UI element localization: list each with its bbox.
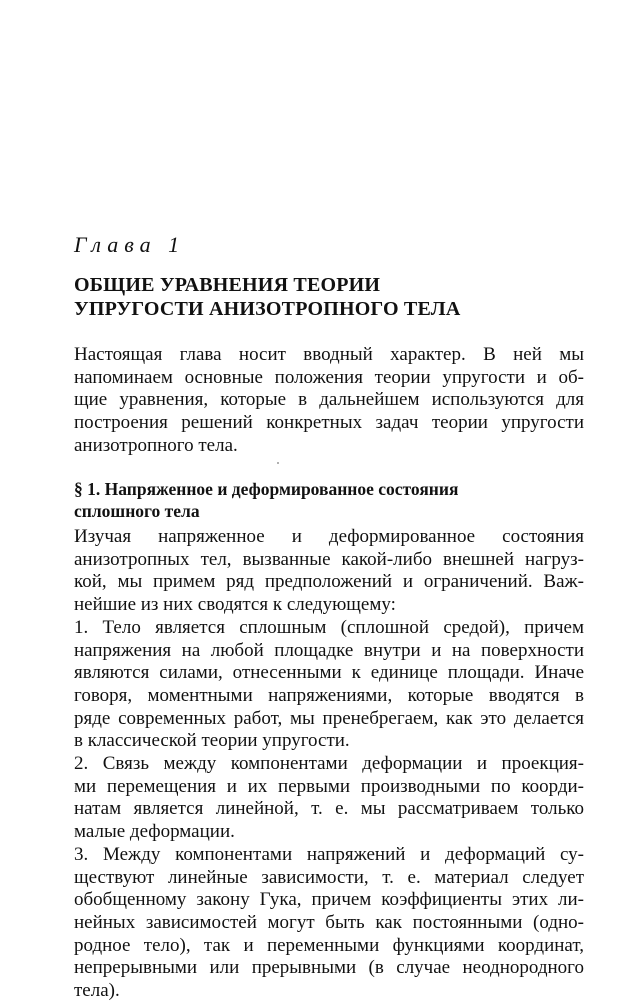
text-line: ществуют линейные зависимости, т. е. материал следует (74, 866, 584, 888)
text-line: ми перемещения и их первыми производными по коорди- (74, 775, 584, 797)
text-line: говоря, моментными напряжениями, которые вводятся в (74, 685, 584, 707)
text-line: 3. Между компонентами напряжений и деформаций су- (74, 844, 584, 865)
speck (277, 462, 279, 464)
text-line: построения решений конкретных задач теории упругости (74, 412, 584, 434)
text-line: являются силами, отнесенными к единице площади. Иначе (74, 662, 584, 684)
chapter-title-line: УПРУГОСТИ АНИЗОТРОПНОГО ТЕЛА (74, 298, 461, 320)
text-line: напоминаем основные положения теории упругости и об- (74, 366, 584, 388)
text-line: нейных зависимостей могут быть как постоянными (одно- (74, 912, 584, 934)
paragraph (74, 526, 584, 617)
text-line: ряде современных работ, мы пренебрегаем, как это делается (74, 707, 584, 729)
text-line: натам является линейной, т. е. мы рассматриваем только (74, 798, 584, 820)
chapter-title (74, 273, 584, 321)
text-line: анизотропного тела. (74, 434, 238, 456)
chapter-title-line: ОБЩИЕ УРАВНЕНИЯ ТЕОРИИ (74, 274, 381, 296)
text-line: обобщенному закону Гука, причем коэффициенты этих ли- (74, 889, 584, 911)
paragraph (74, 844, 584, 1003)
text-line: Изучая напряженное и деформированное состояния (74, 526, 584, 547)
text-line: анизотропных тел, вызванные какой-либо внешней нагруз- (74, 548, 584, 570)
text-line: щие уравнения, которые в дальнейшем используются для (74, 389, 584, 411)
paragraph (74, 753, 584, 844)
text-line: непрерывными или прерывными (в случае неоднородного (74, 957, 584, 979)
text-line: напряжения на любой площадке внутри и на поверхности (74, 639, 584, 661)
text-line: в классической теории упругости. (74, 730, 350, 752)
section-title-line: сплошного тела (74, 501, 200, 521)
text-line: кой, мы примем ряд предположений и ограничений. Важ- (74, 571, 584, 593)
paragraph (74, 617, 584, 753)
section-title (74, 478, 584, 522)
text-line: малые деформации. (74, 821, 235, 843)
text-line: нейшие из них сводятся к следующему: (74, 594, 396, 616)
section-title-line: § 1. Напряженное и деформированное состояния (74, 479, 459, 499)
intro-paragraph (74, 344, 584, 457)
text-line: Настоящая глава носит вводный характер. В ней мы (74, 344, 584, 365)
chapter-label: Глава 1 (74, 232, 186, 257)
text-line: родное тело), так и переменными функциями координат, (74, 934, 584, 956)
text-line: тела). (74, 980, 120, 1002)
text-line: 1. Тело является сплошным (сплошной средой), причем (74, 617, 584, 638)
text-line: 2. Связь между компонентами деформации и проекция- (74, 753, 584, 774)
